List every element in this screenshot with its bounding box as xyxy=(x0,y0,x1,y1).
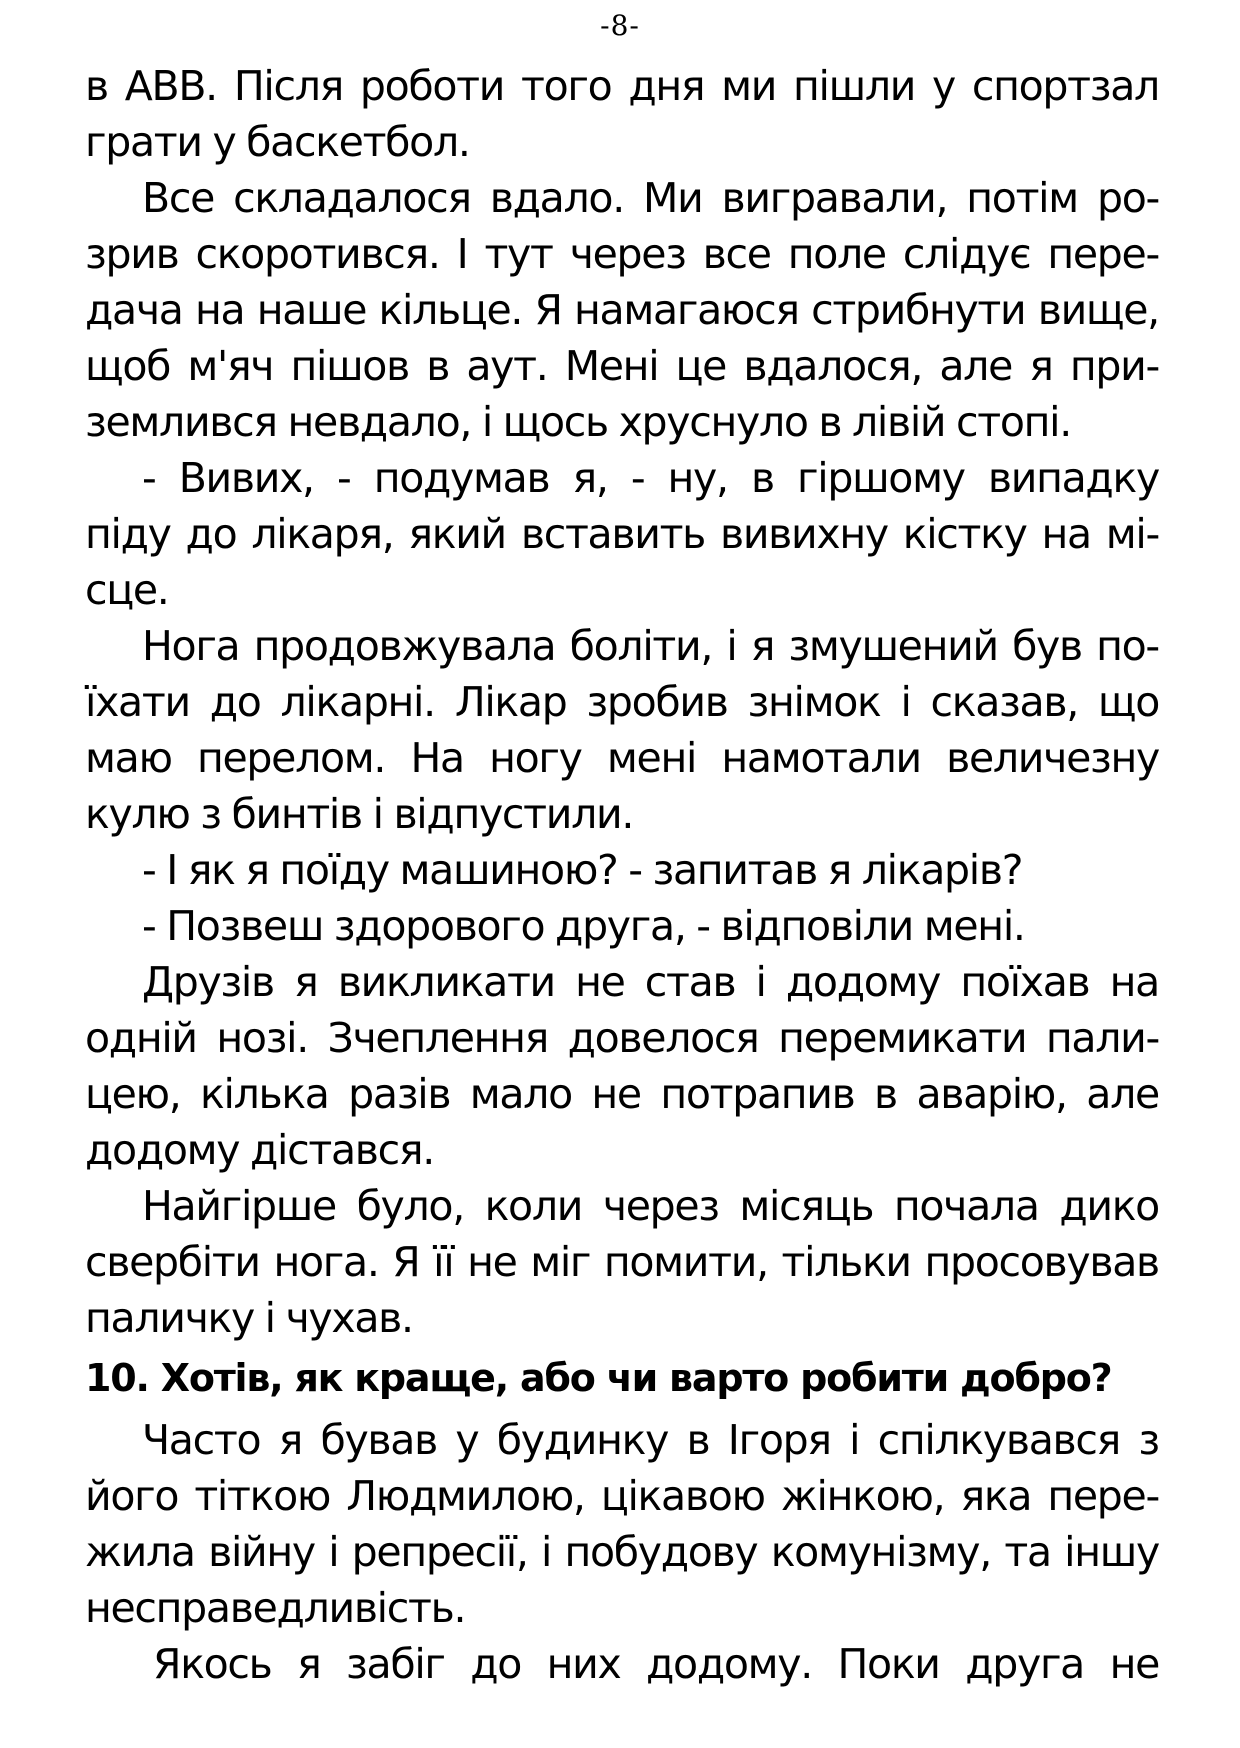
text-line: одній нозі. Зчеплення довелося перемикати пали- xyxy=(85,1014,1159,1062)
text-line: Найгірше було, коли через місяць почала дико xyxy=(142,1182,1159,1230)
text-line: кулю з бинтів і відпустили. xyxy=(85,790,634,838)
text-line: землився невдало, і щось хруснуло в лівій стопі. xyxy=(85,398,1071,446)
text-line: піду до лікаря, який вставить вивихну кістку на мі- xyxy=(85,510,1159,558)
text-block-before-heading xyxy=(85,58,1159,1346)
text-line: в АВВ. Після роботи того дня ми пішли у спортзал xyxy=(85,62,1159,110)
body-text xyxy=(85,58,1159,1692)
text-line: Часто я бував у будинку в Ігоря і спілкувався з xyxy=(142,1416,1159,1464)
text-line: зрив скоротився. І тут через все поле слідує пере- xyxy=(85,230,1159,278)
section-number: 10. xyxy=(85,1356,149,1400)
text-line: свербіти нога. Я її не міг помити, тільки просовував xyxy=(85,1238,1159,1286)
section-heading xyxy=(85,1350,1159,1406)
text-line: маю перелом. На ногу мені намотали величезну xyxy=(85,734,1159,782)
text-line: Нога продовжувала боліти, і я змушений був по- xyxy=(142,622,1159,670)
text-line: додому дістався. xyxy=(85,1126,434,1174)
text-line: - Позвеш здорового друга, - відповіли мені. xyxy=(142,902,1025,950)
text-line: щоб м'яч пішов в аут. Мені це вдалося, але я при- xyxy=(85,342,1159,390)
text-line: паличку і чухав. xyxy=(85,1294,413,1342)
text-line: жила війну і репресії, і побудову комунізму, та іншу xyxy=(85,1528,1159,1576)
text-block-after-heading xyxy=(85,1412,1159,1692)
text-line: - І як я поїду машиною? - запитав я лікарів? xyxy=(142,846,1023,894)
text-line: його тіткою Людмилою, цікавою жінкою, яка пере- xyxy=(85,1472,1159,1520)
text-line: Все складалося вдало. Ми вигравали, потім ро- xyxy=(142,174,1159,222)
section-title: Хотів, як краще, або чи варто робити добро? xyxy=(160,1356,1112,1400)
text-line: - Вивих, - подумав я, - ну, в гіршому випадку xyxy=(142,454,1159,502)
text-line: дача на наше кільце. Я намагаюся стрибнути вище, xyxy=(85,286,1159,334)
text-line: грати у баскетбол. xyxy=(85,118,470,166)
text-line: несправедливість. xyxy=(85,1584,466,1632)
text-line: Якось я забіг до них додому. Поки друга не xyxy=(153,1640,1159,1688)
text-line: цею, кілька разів мало не потрапив в аварію, але xyxy=(85,1070,1159,1118)
page-number: -8- xyxy=(600,9,640,42)
text-line: їхати до лікарні. Лікар зробив знімок і сказав, що xyxy=(85,678,1159,726)
text-line: Друзів я викликати не став і додому поїхав на xyxy=(142,958,1159,1006)
text-line: сце. xyxy=(85,566,169,614)
